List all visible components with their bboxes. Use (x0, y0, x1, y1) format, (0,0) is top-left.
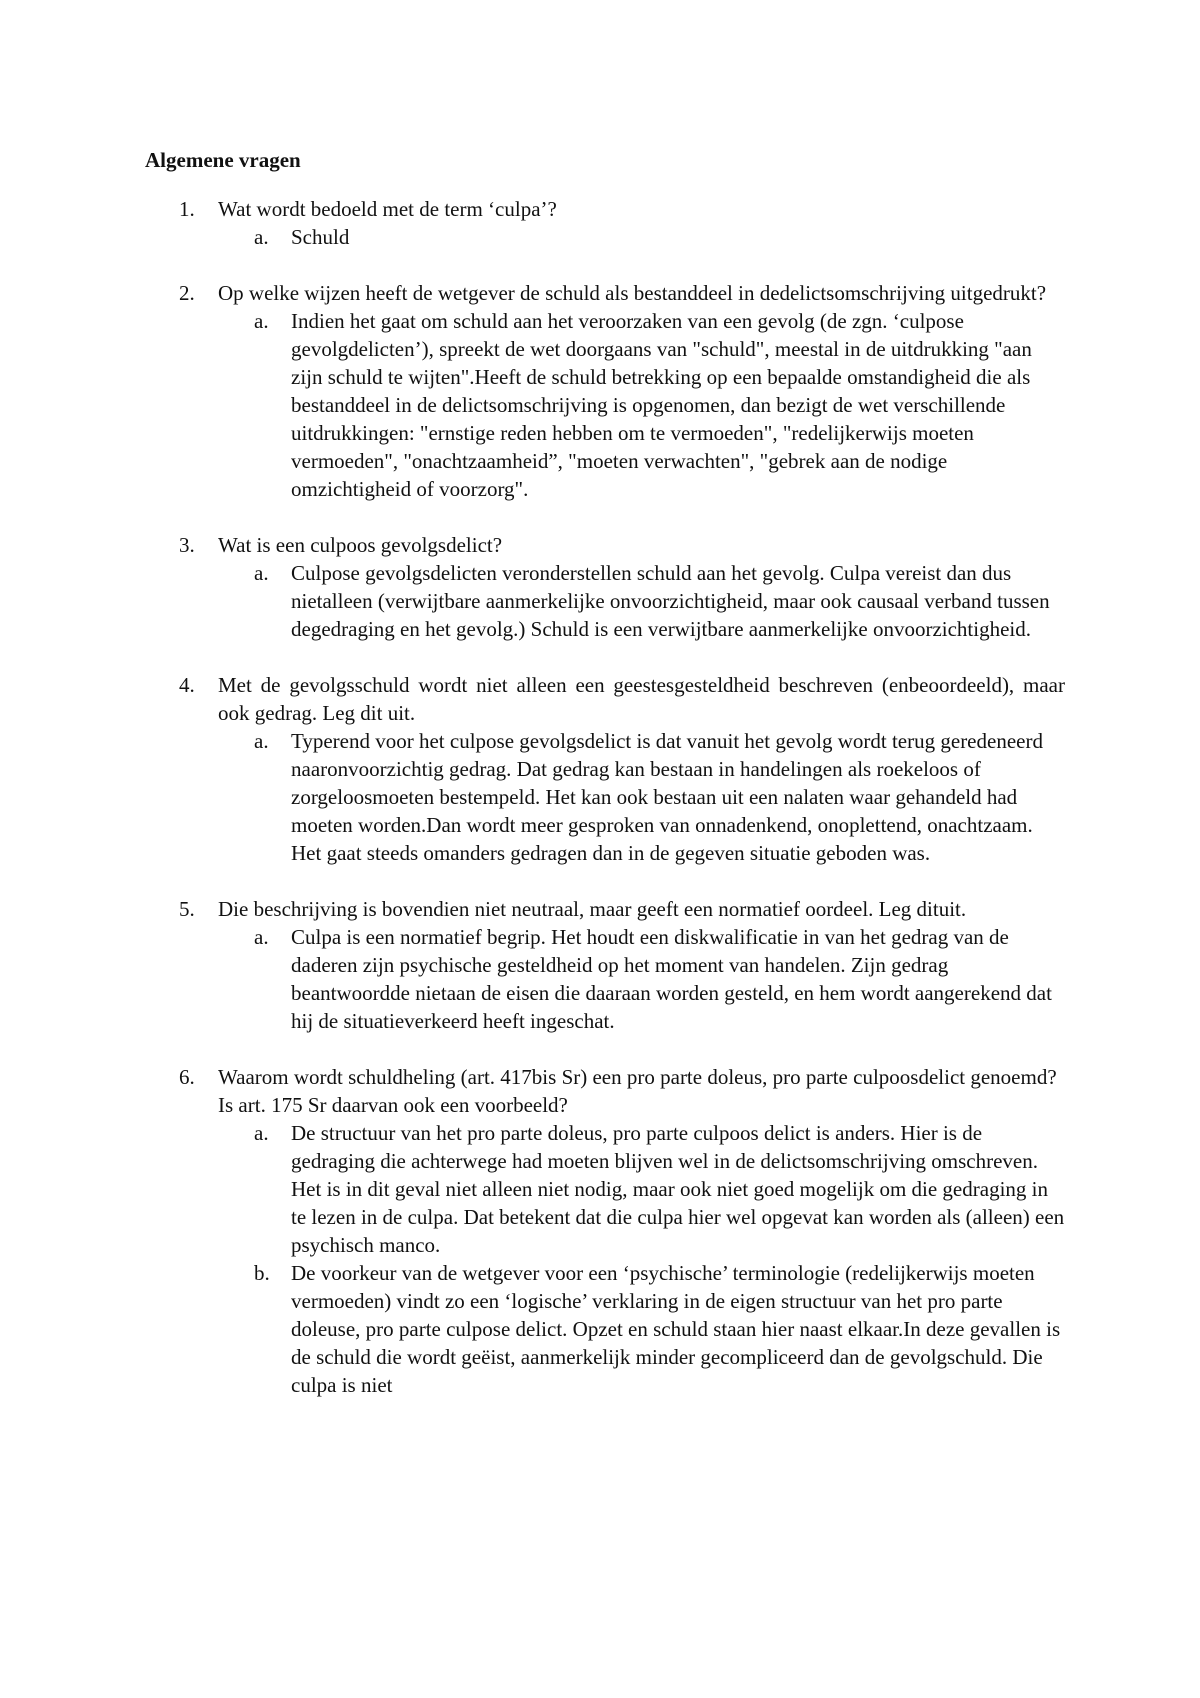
answer-letter: a. (254, 1121, 269, 1145)
answer-text: De structuur van het pro parte doleus, pro parte culpoos delict is anders. Hier is de gedraging die achterwege had moeten blijven wel in de delictsomschrijving omschreven. Het is in dit geval niet alleen niet nodig, maar ook niet goed mogelijk om die gedraging in te lezen in de culpa. Dat betekent dat die culpa hier wel opgevat kan worden als (alleen) een psychisch manco. (291, 1121, 1065, 1257)
question-item (145, 1063, 1065, 1399)
answer-list (218, 727, 1065, 867)
question-text: Wat is een culpoos gevolgsdelict? (218, 533, 503, 557)
answer-letter: a. (254, 561, 269, 585)
question-number: 5. (179, 897, 195, 921)
question-number: 3. (179, 533, 195, 557)
answer-list (218, 559, 1065, 643)
answer-list (218, 223, 1065, 251)
question-number: 1. (179, 197, 195, 221)
answer-letter: a. (254, 925, 269, 949)
question-list (145, 195, 1065, 1399)
answer-item (218, 1119, 1065, 1259)
answer-list (218, 923, 1065, 1035)
question-text: Die beschrijving is bovendien niet neutraal, maar geeft een normatief oordeel. Leg dituit. (218, 897, 967, 921)
document-body (145, 146, 1065, 1427)
question-text: Waarom wordt schuldheling (art. 417bis Sr) een pro parte doleus, pro parte culpoosdelict genoemd? Is art. 175 Sr daarvan ook een voorbeeld? (218, 1065, 1057, 1117)
question-number: 2. (179, 281, 195, 305)
question-number: 4. (179, 673, 195, 697)
answer-list (218, 1119, 1065, 1399)
answer-text: Culpose gevolgsdelicten veronderstellen schuld aan het gevolg. Culpa vereist dan dus nietalleen (verwijtbare aanmerkelijke onvoorzichtigheid, maar ook causaal verband tussen degedraging en het gevolg.) Schuld is een verwijtbare aanmerkelijke onvoorzichtigheid. (291, 561, 1050, 641)
question-text: Met de gevolgsschuld wordt niet alleen een geestesgesteldheid beschreven (enbeoordeeld), maar ook gedrag. Leg dit uit. (218, 673, 1065, 725)
question-item (145, 895, 1065, 1035)
answer-text: De voorkeur van de wetgever voor een ‘psychische’ terminologie (redelijkerwijs moeten vermoeden) vindt zo een ‘logische’ verklaring in de eigen structuur van het pro parte doleuse, pro parte culpose delict. Opzet en schuld staan hier naast elkaar.In deze gevallen is de schuld die wordt geëist, aanmerkelijk minder gecompliceerd dan de gevolgschuld. Die culpa is niet (291, 1261, 1061, 1397)
answer-list (218, 307, 1065, 503)
question-text: Wat wordt bedoeld met de term ‘culpa’? (218, 197, 557, 221)
question-text: Op welke wijzen heeft de wetgever de schuld als bestanddeel in dedelictsomschrijving uitgedrukt? (218, 281, 1047, 305)
question-item (145, 195, 1065, 251)
answer-item (218, 727, 1065, 867)
answer-item (218, 223, 1065, 251)
answer-item (218, 1259, 1065, 1399)
answer-text: Culpa is een normatief begrip. Het houdt een diskwalificatie in van het gedrag van de daderen zijn psychische gesteldheid op het moment van handelen. Zijn gedrag beantwoordde nietaan de eisen die daaraan worden gesteld, en hem wordt aangerekend dat hij de situatieverkeerd heeft ingeschat. (291, 925, 1052, 1033)
answer-item (218, 307, 1065, 503)
answer-letter: a. (254, 309, 269, 333)
question-number: 6. (179, 1065, 195, 1089)
answer-item (218, 559, 1065, 643)
question-item (145, 279, 1065, 503)
answer-letter: a. (254, 225, 269, 249)
question-item (145, 671, 1065, 867)
answer-text: Schuld (291, 225, 350, 249)
answer-item (218, 923, 1065, 1035)
question-item (145, 531, 1065, 643)
answer-text: Typerend voor het culpose gevolgsdelict is dat vanuit het gevolg wordt terug geredeneerd naaronvoorzichtig gedrag. Dat gedrag kan bestaan in handelingen als roekeloos of zorgeloosmoeten bestempeld. Het kan ook bestaan uit een nalaten waar gehandeld had moeten worden.Dan wordt meer gesproken van onnadenkend, onoplettend, onachtzaam. Het gaat steeds omanders gedragen dan in de gegeven situatie geboden was. (291, 729, 1043, 865)
answer-letter: b. (254, 1261, 270, 1285)
answer-letter: a. (254, 729, 269, 753)
section-heading: Algemene vragen (145, 148, 301, 172)
answer-text: Indien het gaat om schuld aan het veroorzaken van een gevolg (de zgn. ‘culpose gevolgdelicten’), spreekt de wet doorgaans van "schuld", meestal in de uitdrukking "aan zijn schuld te wijten".Heeft de schuld betrekking op een bepaalde omstandigheid die als bestanddeel in de delictsomschrijving is opgenomen, dan bezigt de wet verschillende uitdrukkingen: "ernstige reden hebben om te vermoeden", "redelijkerwijs moeten vermoeden", "onachtzaamheid”, "moeten verwachten", "gebrek aan de nodige omzichtigheid of voorzorg". (291, 309, 1032, 501)
